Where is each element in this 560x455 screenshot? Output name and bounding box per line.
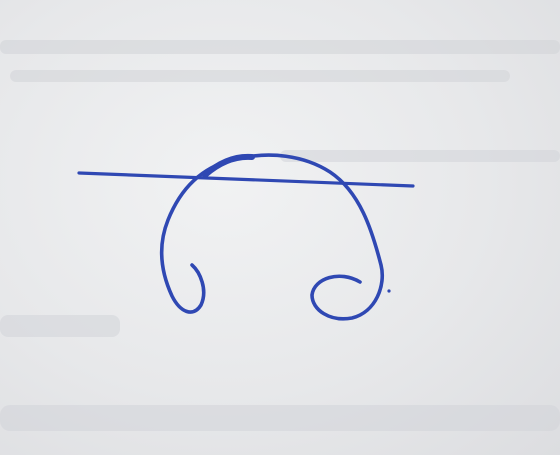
ink-heavy-spot bbox=[205, 157, 252, 175]
horizontal-stroke bbox=[79, 173, 413, 186]
ink-dot bbox=[387, 289, 390, 292]
